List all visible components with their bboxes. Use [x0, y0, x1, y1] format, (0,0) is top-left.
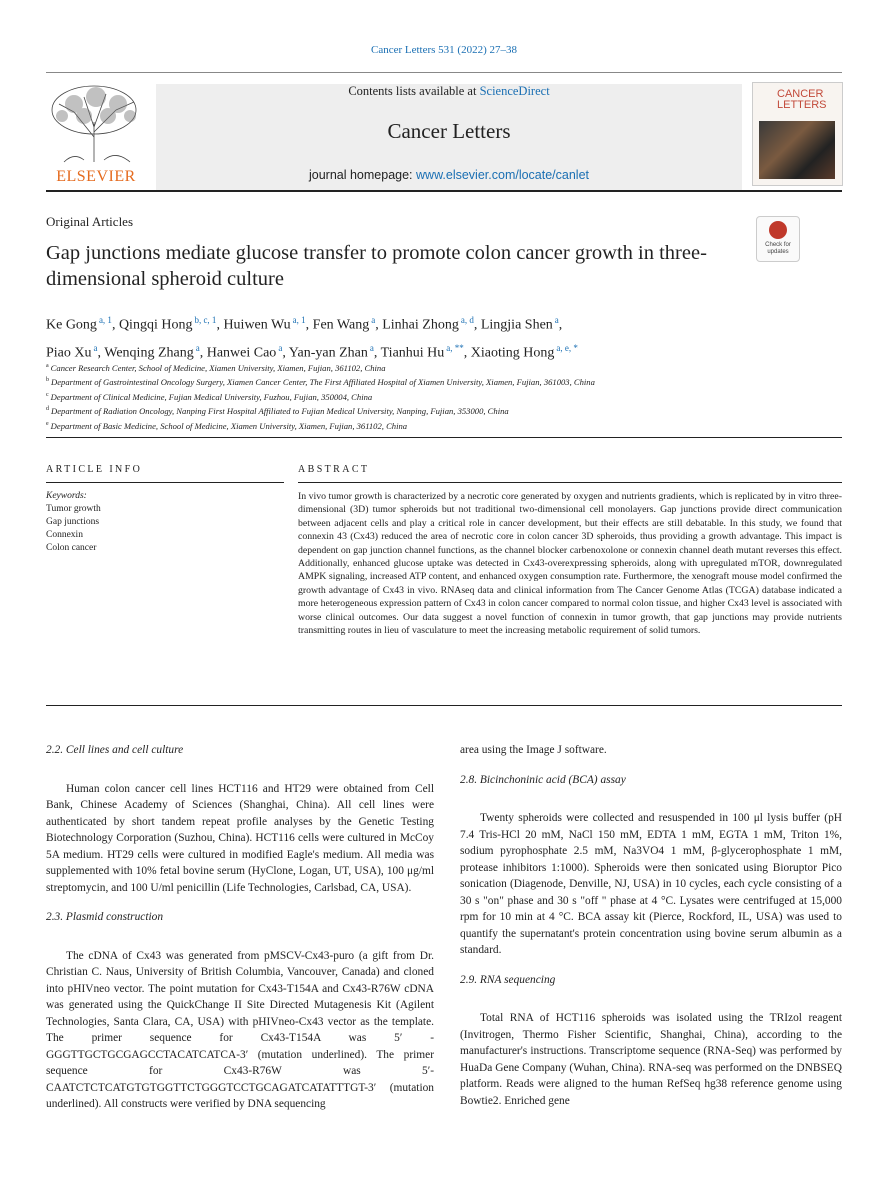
author-name[interactable]: Wenqing Zhang — [104, 345, 194, 361]
author-name[interactable]: Piao Xu — [46, 345, 92, 361]
contents-prefix: Contents lists available at — [348, 84, 480, 98]
author-affiliation-marker[interactable]: a, 1 — [292, 315, 306, 325]
author-name[interactable]: Fen Wang — [312, 317, 370, 333]
keyword[interactable]: Tumor growth — [46, 504, 101, 514]
cover-title-line1: CANCER — [777, 88, 824, 100]
affiliation-item — [46, 389, 842, 403]
journal-citation[interactable]: Cancer Letters 531 (2022) 27–38 — [370, 44, 517, 56]
journal-cover-thumbnail[interactable] — [752, 82, 843, 186]
affiliation-marker: a — [46, 363, 49, 369]
homepage-prefix: journal homepage: — [308, 168, 417, 182]
author-affiliation-marker[interactable]: a, d — [460, 315, 474, 325]
author-name[interactable]: Huiwen Wu — [223, 317, 291, 333]
author-name[interactable]: Lingjia Shen — [480, 317, 553, 333]
cover-title — [777, 89, 827, 111]
author-name[interactable]: Ke Gong — [46, 317, 97, 333]
affiliation-item — [46, 403, 842, 417]
author-affiliation-marker[interactable]: a — [195, 342, 200, 353]
abstract-text: In vivo tumor growth is characterized by a necrotic core generated by oxygen and nutrients gradients, which is replicated by in vitro three-dimensional (3D) tumor spheroids but not traditional two-dimensional cell monolayers. Gap junctions provide direct communication between adjacent cells and play a critical role in cancer development, but their effects are still debatable. In this study, we found that connexin 43 (Cx43) reduced the area of necrotic core in colon cancer 3D spheroids, thus providing a growth advantage. This impact is dependent on gap junction channel functions, as the channel blocker carbenoxolone or connexin channel death mutant reverses this effect. Additionally, enhanced glucose uptake was detected in Cx43-overexpressing spheroids, along with upregulated mTOR, downregulated AMPK signaling, increased ATP content, and enhanced oxygen consumption rate. Furthermore, the xenograft mouse model confirmed the growth advantage of Cx43 in vivo. RNAseq data and clinical information from The Cancer Genome Atlas (TCGA) database indicated a more heterogeneous expression pattern of Cx43 in colon cancer compared to normal colon tissue, and higher Cx43 level is associated with worse clinical outcomes. Our data suggest a novel function of connexin in tumor growth, that gap junctions may provide nutrients transmitting routes in lieu of vasculature to meet the increasing metabolic requirement of solid tumors. — [298, 491, 842, 637]
author-affiliation-marker[interactable]: a — [93, 342, 98, 353]
author-name[interactable]: Linhai Zhong — [382, 317, 459, 333]
publisher-logo-text[interactable]: ELSEVIER — [56, 168, 136, 185]
keywords-label: Keywords: — [46, 491, 87, 501]
keyword[interactable]: Gap junctions — [46, 517, 100, 527]
paragraph: Twenty spheroids were collected and resuspended in 100 μl lysis buffer (pH 7.4 Tris-HCl 20 mM, NaCl 150 mM, EDTA 1 mM, EGTA 1 mM, Triton 1%, sodium pyrophosphate 2.5 mM, Na3VO4 1 mM, β-glycerophosphate 1 mM, protease inhibitors 1:1000). Spheroids were then sonicated using Bioruptor Pico sonication (Diagenode, Denville, NJ, USA) in 10 cycles, each cycle consisting of a 30 s "on" phase and 30 s "off " phase at 4 °C. Lysates were centrifuged at 15,000 rpm for 10 min at 4 °C. BCA assay kit (Pierce, Rockford, IL, USA) was used to quantify the supernatant's protein concentration using bovine serum albumin as a standard. — [460, 812, 842, 956]
affiliation-text: Department of Basic Medicine, School of Medicine, Xiamen University, Xiamen, Fujian, 361102, China — [50, 420, 408, 431]
author-affiliation-marker[interactable]: a, e, * — [556, 342, 578, 353]
bookmark-icon — [769, 221, 787, 239]
body-column-right — [460, 742, 842, 1109]
author-name[interactable]: Tianhui Hu — [380, 345, 445, 361]
author-name[interactable]: Yan-yan Zhan — [288, 345, 368, 361]
body-column-left — [46, 742, 434, 1113]
affiliation-marker: c — [46, 391, 49, 398]
paragraph: The cDNA of Cx43 was generated from pMSCV-Cx43-puro (a gift from Dr. Christian C. Naus, University of British Columbia, Vancouver, Canada) and cloned into pHIVneo vector. The point mutation for Cx43-T154A and Cx43-R76W cDNA was generated using the QuickChange II Site Directed Mutagenesis Kit (Agilent Technologies, Santa Clara, CA, USA) with pHIVneo-Cx43 vector as the template. The primer sequence for Cx43-T154A was 5′ -GGGTTGCTGCGAGCCTACATCATCA-3′ (mutation underlined). The primer sequence for Cx43-R76W was 5′-CAATCTCTCATGTGTGGTTCTGGGTCCTGCAGATCATATTTGT-3′ (mutation underlined). All constructs were verified by DNA sequencing — [46, 949, 434, 1110]
keyword[interactable]: Connexin — [46, 530, 83, 540]
section-heading: 2.8. Bicinchoninic acid (BCA) assay — [460, 773, 626, 786]
divider — [46, 437, 842, 438]
affiliation-text: Cancer Research Center, School of Medicine, Xiamen University, Xiamen, Fujian, 361102, China — [50, 362, 386, 373]
divider — [298, 482, 842, 483]
author-affiliation-marker[interactable]: a — [369, 342, 374, 353]
author-affiliation-marker[interactable]: b, c, 1 — [194, 315, 217, 325]
journal-name: Cancer Letters — [387, 119, 511, 143]
keywords-list — [46, 503, 284, 555]
keyword[interactable]: Colon cancer — [46, 543, 97, 553]
divider — [46, 482, 284, 483]
check-for-updates-button[interactable] — [756, 216, 800, 262]
divider — [46, 190, 842, 192]
affiliation-marker: d — [46, 406, 49, 413]
paragraph-continuation: area using the Image J software. — [460, 744, 607, 756]
affiliation-text: Department of Gastrointestinal Oncology Surgery, Xiamen Cancer Center, The First Affiliated Hospital of Xiamen University, Xiamen, Fujian, 361003, China — [51, 377, 595, 388]
author-name[interactable]: Hanwei Cao — [206, 345, 277, 361]
section-type: Original Articles — [46, 214, 134, 229]
affiliation-marker: e — [46, 420, 49, 427]
section-heading: 2.2. Cell lines and cell culture — [46, 744, 184, 756]
check-for-updates-label: Check for updates — [765, 242, 791, 255]
author-affiliation-marker[interactable]: a, ** — [446, 342, 464, 353]
article-info-heading: ARTICLE INFO — [46, 464, 143, 475]
homepage-line — [156, 168, 742, 182]
author-affiliation-marker[interactable]: a — [278, 342, 283, 353]
author-list — [46, 309, 842, 364]
cover-image — [759, 121, 835, 179]
author-affiliation-marker[interactable]: a — [554, 315, 559, 325]
affiliation-text: Department of Radiation Oncology, Nanping First Hospital Affiliated to Fujian Medical University, Nanping, Fujian, 353000, China — [51, 406, 509, 417]
author-line-2: Piao Xu $^a$, Wenqing Zhang $^a$, Hanwei Cao $^a$, Yan-yan Zhan $^a$, Tianhui Hu $^{a, **}$, Xiaoting Hong $^{a, e, *}$ — [46, 342, 578, 361]
homepage-link[interactable]: www.elsevier.com/locate/canlet — [416, 168, 590, 182]
author-affiliation-marker[interactable]: a — [371, 315, 376, 325]
cover-title-line2: LETTERS — [777, 99, 827, 111]
paragraph: Total RNA of HCT116 spheroids was isolated using the TRIzol reagent (Invitrogen, Thermo Fisher Scientific, Shanghai, China), according to the manufacturer's instructions. Transcriptome sequence (RNA-Seq) was performed by HuaDa Gene Company (Wuhan, China). RNA-seq was performed on the DNBSEQ platform. Reads were aligned to the human RefSeq hg38 reference genome using Bowtie2. Enriched gene — [460, 1012, 842, 1107]
paragraph: Human colon cancer cell lines HCT116 and HT29 were obtained from Cell Bank, Chinese Academy of Sciences (Shanghai, China). All cell lines were authenticated by short tandem repeat profile analyses by the Genetic Testing Biotechnology Corporation (Suzhou, China). HCT116 cells were cultured in McCoy 5A medium. HT29 cells were cultured in modified Eagle's medium. All media was supplemented with 10% fetal bovine serum (HyClone, Logan, UT, USA), 100 μg/ml streptomycin, and 100 U/ml penicillin (Life Technologies, Carlsbad, CA, USA). — [46, 782, 434, 894]
affiliations — [46, 360, 842, 432]
author-name[interactable]: Xiaoting Hong — [470, 345, 555, 361]
divider — [46, 72, 842, 73]
affiliation-marker: b — [46, 377, 49, 384]
sciencedirect-link[interactable]: ScienceDirect — [479, 84, 550, 98]
affiliation-text: Department of Clinical Medicine, Fujian Medical University, Fuzhou, Fujian, 350004, China — [50, 391, 373, 402]
author-line-1: Ke Gong $^{a, 1}$, Qingqi Hong $^{b, c, 1}$, Huiwen Wu $^{a, 1}$, Fen Wang $^a$, Linhai Zhong $^{a, d}$, Lingjia Shen $^a$, — [46, 315, 563, 333]
contents-line — [156, 84, 742, 99]
affiliation-item — [46, 374, 842, 388]
section-heading: 2.9. RNA sequencing — [460, 973, 556, 986]
article-title: Gap junctions mediate glucose transfer to promote colon cancer growth in three-dimensional spheroid culture — [46, 242, 707, 290]
section-heading: 2.3. Plasmid construction — [46, 911, 164, 923]
author-name[interactable]: Qingqi Hong — [118, 317, 193, 333]
divider — [46, 705, 842, 706]
abstract-heading: ABSTRACT — [298, 464, 370, 475]
author-affiliation-marker[interactable]: a, 1 — [98, 315, 112, 325]
keywords-block — [46, 490, 284, 555]
affiliation-item — [46, 418, 842, 432]
affiliation-item — [46, 360, 842, 374]
